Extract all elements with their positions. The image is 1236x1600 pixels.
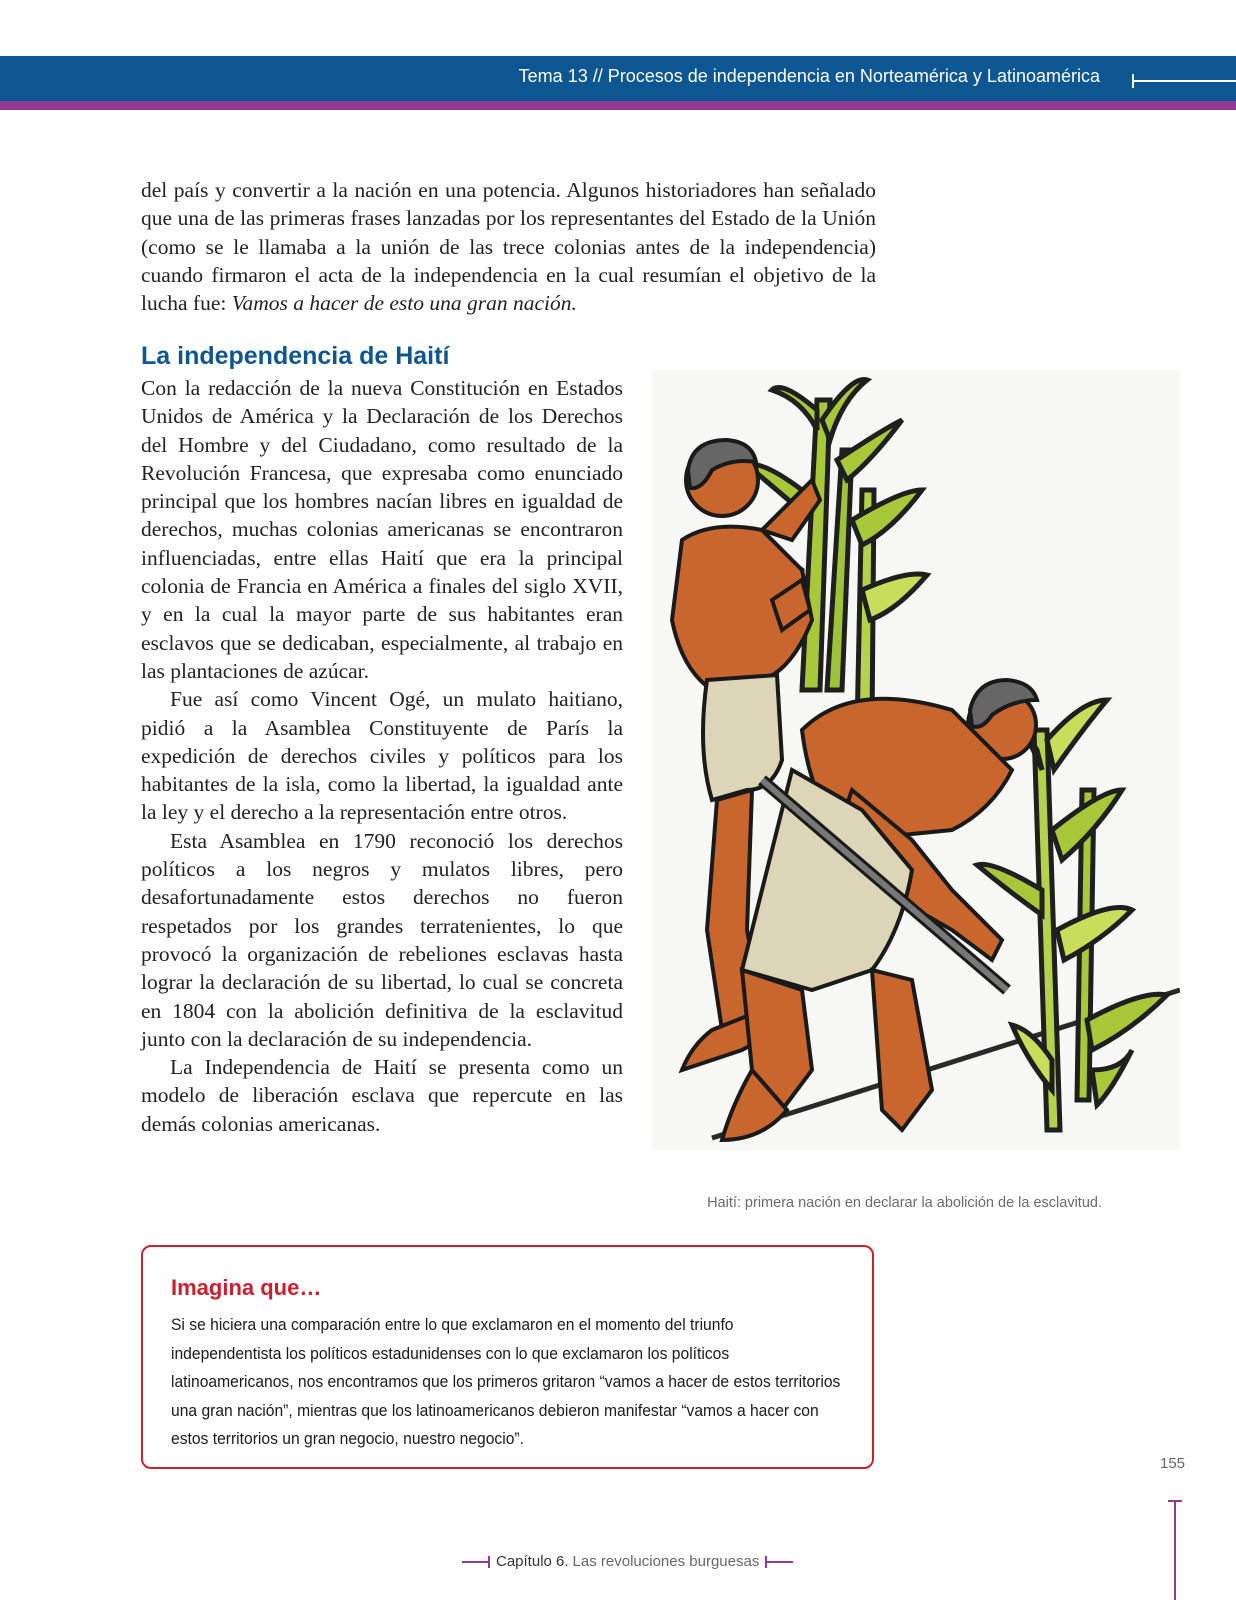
intro-paragraph [141, 176, 876, 317]
footer-chapter-title: Las revoluciones burguesas [572, 1553, 760, 1570]
footer-rule-left [462, 1561, 490, 1563]
footer-rule-right [765, 1561, 793, 1563]
imagina-que-box [141, 1245, 874, 1469]
figure-caption: Haití: primera nación en declarar la abolición de la esclavitud. [707, 1195, 1102, 1211]
side-rule [1174, 1500, 1176, 1600]
paragraph-3: Esta Asamblea en 1790 reconoció los derechos políticos a los negros y mulatos libres, pero desafortunadamente estos derechos no fueron respetados por los grandes terratenientes, lo que provocó la organización de rebeliones esclavas hasta lograr la declaración de su libertad, lo cual se concreta en 1804 con la abolición definitiva de la esclavitud junto con la declaración de su independencia. [141, 828, 623, 1051]
page-number: 155 [1160, 1455, 1186, 1472]
header-accent-stripe [0, 101, 1236, 110]
paragraph-4: La Independencia de Haití se presenta como un modelo de liberación esclava que repercute en las demás colonias americanas. [141, 1055, 623, 1136]
section-heading: La independencia de Haití [141, 342, 450, 370]
running-header-title: Tema 13 // Procesos de independencia en Norteamérica y Latinoamérica [518, 66, 1100, 86]
section-body [141, 374, 623, 1138]
page-footer [462, 1553, 793, 1570]
box-title: Imagina que… [171, 1275, 322, 1300]
header-rule [1132, 80, 1236, 82]
intro-text: del país y convertir a la nación en una potencia. Algunos historiadores han señalado que una de las primeras frases lanzadas por los representantes del Estado de la Unión (como se le llamaba a la unión de las trece colonias antes de la independencia) cuando firmaron el acta de la independencia en la cual resumían el objetivo de la lucha fue: [141, 178, 876, 316]
paragraph-2: Fue así como Vincent Ogé, un mulato haitiano, pidió a la Asamblea Constituyente de París la expedición de derechos civiles y políticos para los habitantes de la isla, como la libertad, la igualdad ante la ley y el derecho a la representación entre otros. [141, 687, 623, 825]
sugarcane-workers-illustration [652, 370, 1180, 1150]
footer-chapter: Capítulo 6. [496, 1553, 569, 1570]
box-text: Si se hiciera una comparación entre lo que exclamaron en el momento del triunfo independentista los políticos estadunidenses con lo que exclamaron los políticos latinoamericanos, nos encontramos que los primeros gritaron “vamos a hacer de estos territorios una gran nación”, mientras que los latinoamericanos debieron manifestar “vamos a hacer con estos territorios un gran negocio, nuestro negocio”. [171, 1315, 841, 1448]
paragraph-1: Con la redacción de la nueva Constitución en Estados Unidos de América y la Declaración de los Derechos del Hombre y del Ciudadano, como resultado de la Revolución Francesa, que expresaba como enunciado principal que los hombres nacían libres en igualdad de derechos, muchas colonias americanas se encontraron influenciadas, entre ellas Haití que era la principal colonia de Francia en América a finales del siglo XVII, y en la cual la mayor parte de sus habitantes eran esclavos que se dedicaban, especialmente, al trabajo en las plantaciones de azúcar. [141, 376, 623, 683]
intro-quote: Vamos a hacer de esto una gran nación. [231, 291, 577, 316]
